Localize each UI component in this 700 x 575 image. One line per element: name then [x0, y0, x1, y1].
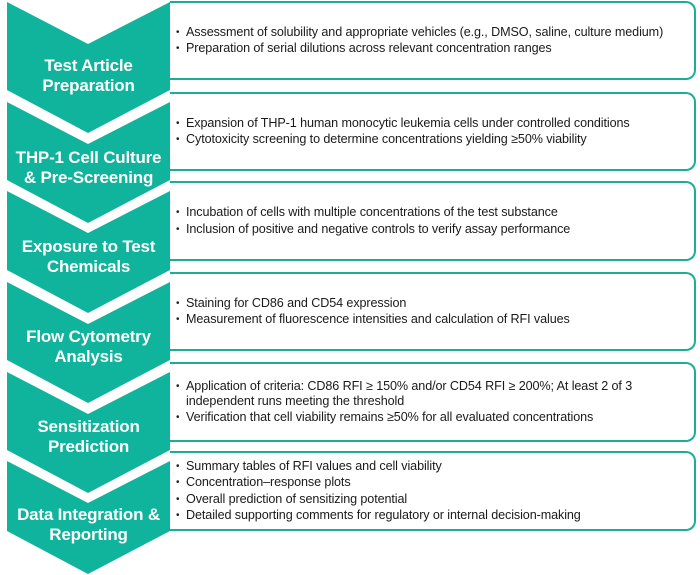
- step-detail-box-3: [170, 181, 696, 261]
- bullet-item: • Incubation of cells with multiple concentrations of the test substance: [176, 205, 684, 220]
- bullet-item: • Verification that cell viability remains ≥50% for all evaluated concentrations: [176, 410, 684, 425]
- bullet-list: [176, 114, 684, 149]
- step-title-1: [7, 56, 170, 96]
- step-title-line: Exposure to Test: [21, 237, 156, 256]
- step-title-line: Prediction: [47, 437, 130, 456]
- bullet-item: • Detailed supporting comments for regulatory or internal decision-making: [176, 508, 684, 523]
- bullet-item: • Overall prediction of sensitizing potential: [176, 492, 684, 507]
- step-title-line: Sensitization: [37, 417, 140, 436]
- step-detail-box-6: [170, 451, 696, 531]
- bullet-item: • Expansion of THP-1 human monocytic leukemia cells under controlled conditions: [176, 116, 684, 131]
- step-detail-box-2: [170, 92, 696, 171]
- step-title-line: Data Integration &: [17, 505, 160, 524]
- step-title-line: Preparation: [42, 76, 135, 95]
- bullet-item: • Staining for CD86 and CD54 expression: [176, 296, 684, 311]
- step-detail-box-4: [170, 272, 696, 351]
- bullet-item: • Measurement of fluorescence intensities and calculation of RFI values: [176, 312, 684, 327]
- bullet-item: • Application of criteria: CD86 RFI ≥ 150% and/or CD54 RFI ≥ 200%; At least 2 of 3 independent runs meeting the threshold: [176, 379, 684, 409]
- bullet-list: [176, 23, 684, 58]
- step-title-6: [7, 505, 170, 545]
- step-title-line: THP-1 Cell Culture: [15, 148, 162, 167]
- step-title-5: [7, 417, 170, 457]
- bullet-list: [176, 377, 684, 427]
- bullet-item: • Concentration–response plots: [176, 475, 684, 490]
- step-title-3: [7, 237, 170, 277]
- step-detail-box-1: [170, 1, 696, 80]
- step-title-line: Chemicals: [46, 257, 131, 276]
- bullet-item: • Summary tables of RFI values and cell viability: [176, 459, 684, 474]
- bullet-item: • Cytotoxicity screening to determine concentrations yielding ≥50% viability: [176, 132, 684, 147]
- bullet-list: [176, 204, 684, 239]
- bullet-item: • Inclusion of positive and negative controls to verify assay performance: [176, 222, 684, 237]
- step-title-4: [7, 327, 170, 367]
- step-title-line: Flow Cytometry: [26, 327, 151, 346]
- bullet-list: [176, 457, 684, 525]
- bullet-item: • Preparation of serial dilutions across relevant concentration ranges: [176, 41, 684, 56]
- bullet-item: • Assessment of solubility and appropriate vehicles (e.g., DMSO, saline, culture medium): [176, 25, 684, 40]
- step-title-2: [7, 148, 170, 188]
- step-title-line: Reporting: [49, 525, 128, 544]
- step-detail-box-5: [170, 362, 696, 442]
- step-title-line: & Pre-Screening: [23, 168, 154, 187]
- step-title-line: Analysis: [54, 347, 123, 366]
- bullet-list: [176, 294, 684, 329]
- step-title-line: Test Article: [44, 56, 133, 75]
